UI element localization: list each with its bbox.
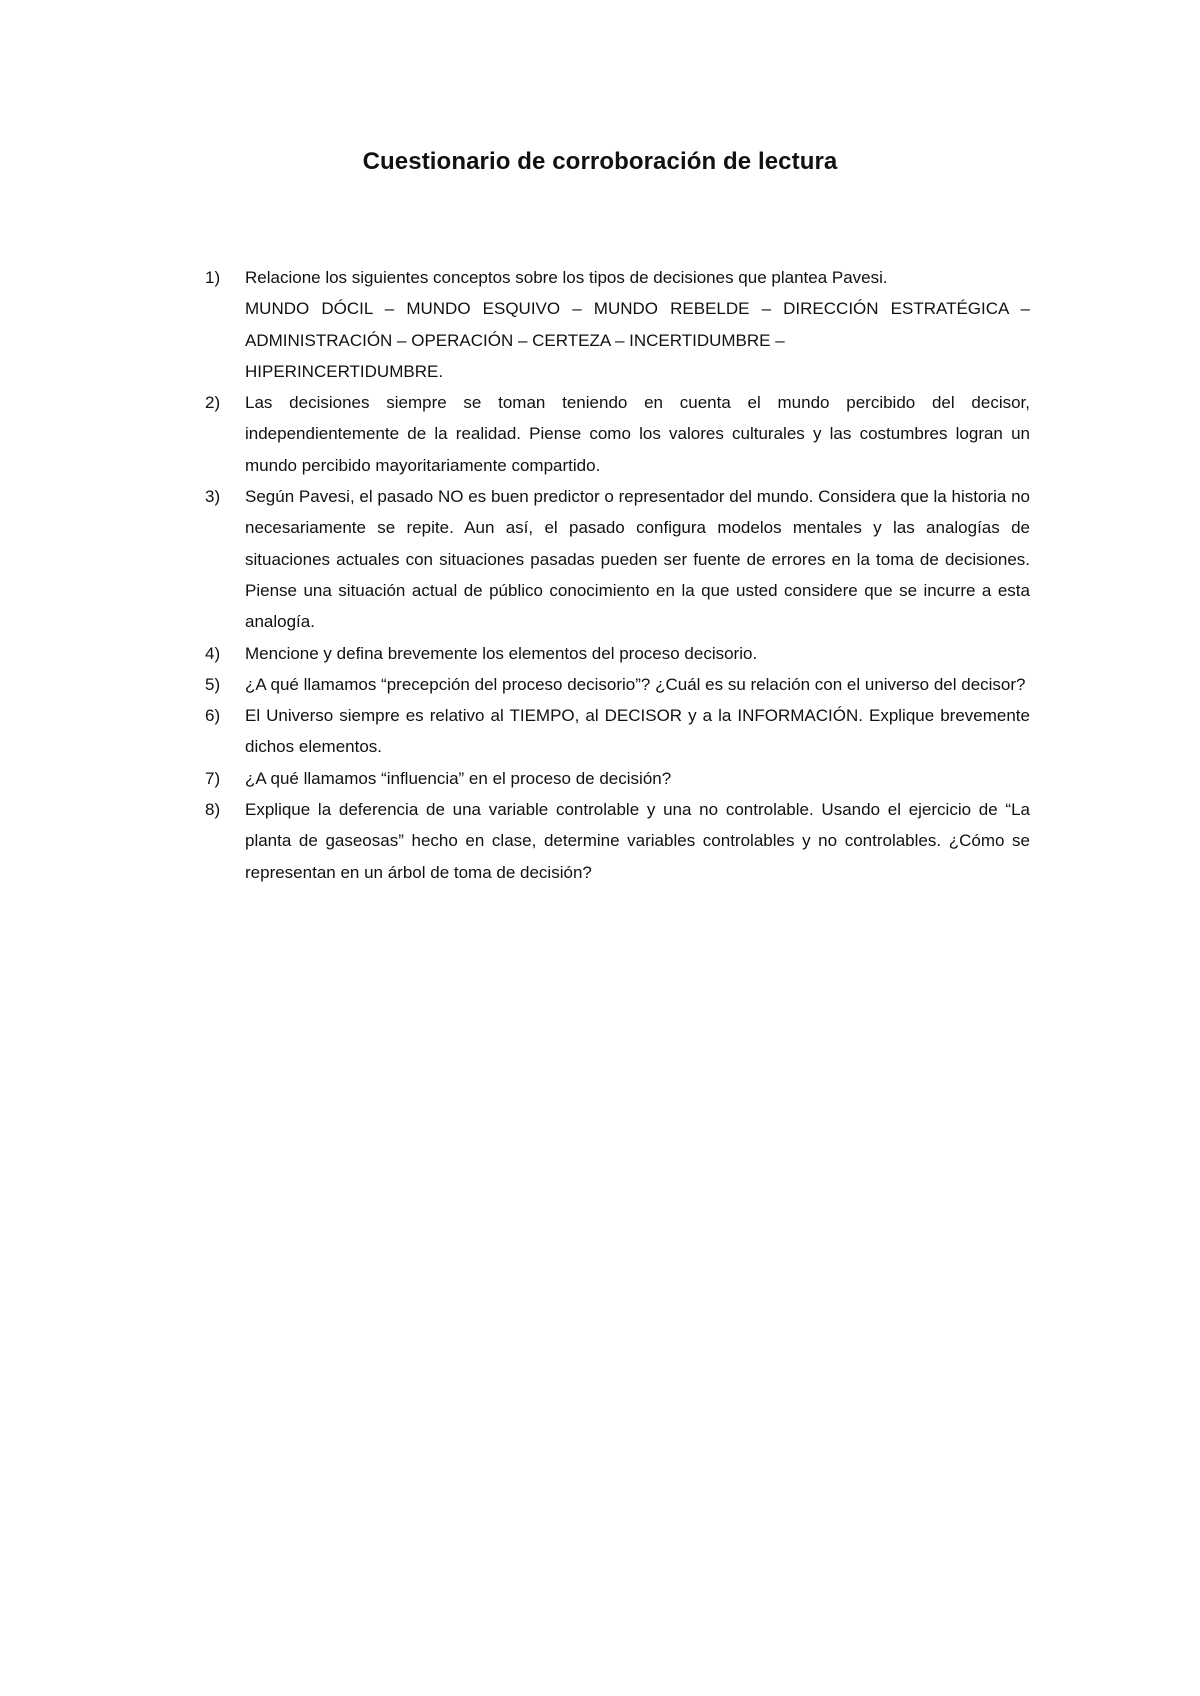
- question-text: ¿A qué llamamos “precepción del proceso decisorio”? ¿Cuál es su relación con el universo del decisor?: [245, 674, 1026, 694]
- question-number: 4): [205, 643, 221, 663]
- question-text: ¿A qué llamamos “influencia” en el proceso de decisión?: [245, 768, 672, 788]
- question-item: [205, 763, 1030, 794]
- question-number: 5): [205, 674, 221, 694]
- question-text: Relacione los siguientes conceptos sobre los tipos de decisiones que plantea Pavesi.: [245, 268, 888, 287]
- question-text: Las decisiones siempre se toman teniendo en cuenta el mundo percibido del decisor, independientemente de la realidad. Piense como los valores culturales y las costumbres logran un mundo percibido mayoritariamente compartido.: [245, 393, 1030, 475]
- question-number: 1): [205, 268, 221, 287]
- question-item: [205, 794, 1030, 888]
- question-item: [205, 638, 1030, 669]
- question-number: 8): [205, 800, 221, 820]
- document-title: Cuestionario de corroboración de lectura: [362, 148, 838, 175]
- question-item: [205, 669, 1030, 700]
- question-text: El Universo siempre es relativo al TIEMPO, al DECISOR y a la INFORMACIÓN. Explique brevemente dichos elementos.: [245, 706, 1030, 757]
- question-item: [205, 481, 1030, 637]
- question-concepts-line: MUNDO DÓCIL – MUNDO ESQUIVO – MUNDO REBELDE – DIRECCIÓN ESTRATÉGICA – ADMINISTRACIÓN – OPERACIÓN – CERTEZA – INCERTIDUMBRE –: [245, 299, 1030, 350]
- question-item: [205, 700, 1030, 763]
- question-list: [205, 262, 1030, 888]
- question-item: [205, 387, 1030, 481]
- question-text: Mencione y defina brevemente los elementos del proceso decisorio.: [245, 643, 758, 663]
- question-concepts-line: HIPERINCERTIDUMBRE.: [245, 361, 444, 381]
- question-item: [205, 262, 1030, 387]
- question-number: 6): [205, 706, 221, 726]
- question-text: Según Pavesi, el pasado NO es buen predictor o representador del mundo. Considera que la historia no necesariamente se repite. Aun así, el pasado configura modelos mentales y las analogías de situaciones actuales con situaciones pasadas pueden ser fuente de errores en la toma de decisiones. Piense una situación actual de público conocimiento en la que usted considere que se incurre a esta analogía.: [245, 487, 1030, 632]
- question-text: Explique la deferencia de una variable controlable y una no controlable. Usando el ejercicio de “La planta de gaseosas” hecho en clase, determine variables controlables y no controlables. ¿Cómo se representan en un árbol de toma de decisión?: [245, 800, 1030, 882]
- question-number: 2): [205, 393, 221, 413]
- question-number: 3): [205, 487, 221, 507]
- question-number: 7): [205, 768, 221, 788]
